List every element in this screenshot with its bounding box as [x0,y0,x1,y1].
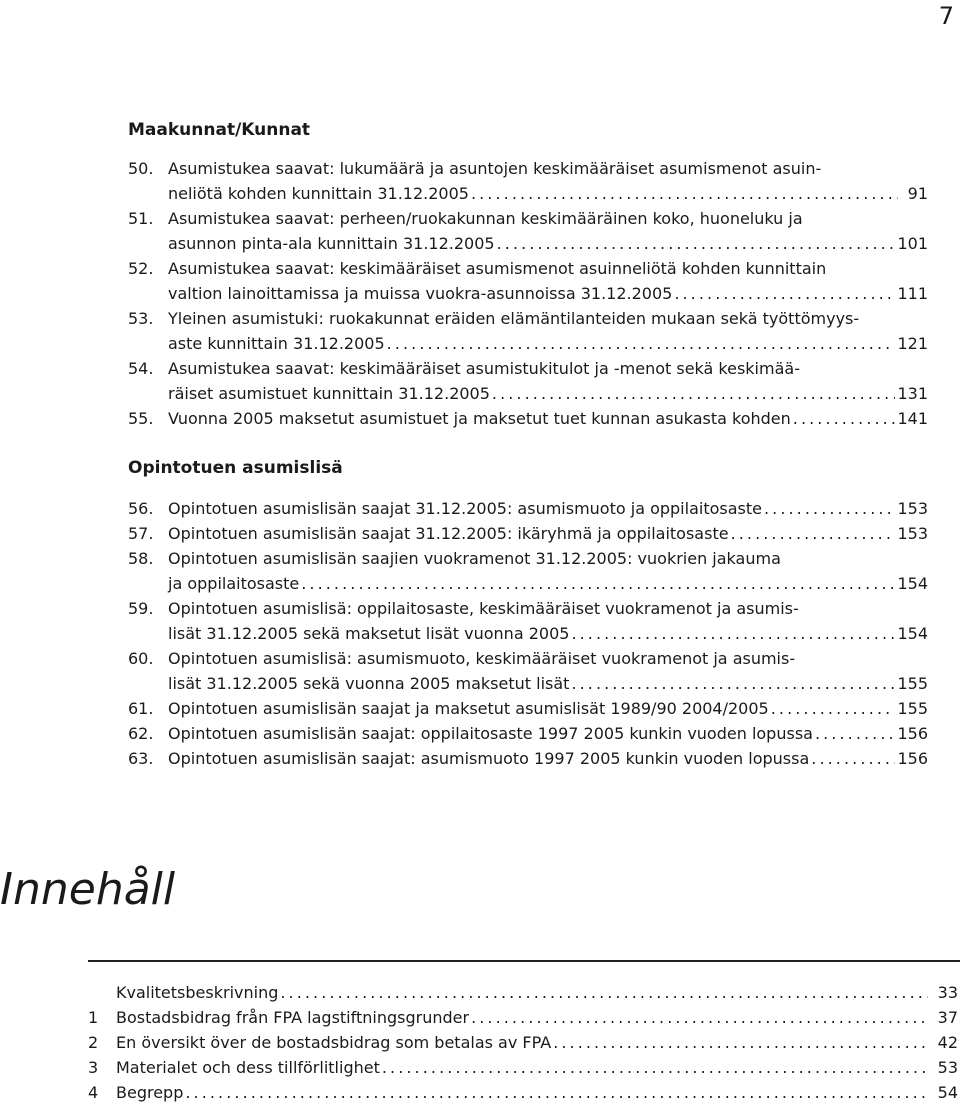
toc-entry-page: 121 [897,334,928,353]
section-heading-opintotuen: Opintotuen asumislisä [128,458,343,478]
toc-entry [128,306,928,356]
toc-entry [88,1055,958,1080]
toc-entry-number: 63. [128,749,154,768]
toc-entry-text: Opintotuen asumislisä: asumismuoto, keskimääräiset vuokramenot ja asumis- [168,649,796,668]
dot-leader [731,521,896,546]
title-rule [88,960,960,962]
toc-entry-line [88,1080,958,1105]
toc-entry-line [128,671,928,696]
toc-entry-line [128,381,928,406]
toc-entry-text: räiset asumistuet kunnittain 31.12.2005 [168,384,490,403]
toc-entry-line [88,1005,958,1030]
page-title-innehall: Innehåll [0,864,176,915]
toc-entry-line [128,281,928,306]
toc-entry-page: 111 [897,284,928,303]
page-number: 7 [938,2,954,30]
toc-entry-page: 155 [897,674,928,693]
toc-entry-text: Bostadsbidrag från FPA lagstiftningsgrunder [116,1008,470,1027]
toc-entry-line [128,721,928,746]
toc-entry-text: Asumistukea saavat: perheen/ruokakunnan keskimääräinen koko, huoneluku ja [168,209,803,228]
toc-entry-number: 53. [128,309,154,328]
toc-entry-text: lisät 31.12.2005 sekä maksetut lisät vuonna 2005 [168,624,570,643]
toc-entry-number: 58. [128,549,154,568]
dot-leader [811,746,895,771]
toc-entry-text: Opintotuen asumislisän saajien vuokramenot 31.12.2005: vuokrien jakauma [168,549,781,568]
toc-entry-text: Materialet och dess tillförlitlighet [116,1058,380,1077]
toc-entry-page: 154 [897,624,928,643]
toc-entry [128,406,928,431]
toc-entry [128,206,928,256]
toc-entry-line [128,696,928,721]
toc-entry-page: 33 [937,983,958,1002]
toc-section-opintotuen [128,496,928,771]
toc-entry [128,156,928,206]
toc-entry-text: Opintotuen asumislisän saajat 31.12.2005: asumismuoto ja oppilaitosaste [168,499,762,518]
toc-entry-page: 54 [937,1083,958,1102]
toc-entry-page: 154 [897,574,928,593]
toc-entry-page: 42 [937,1033,958,1052]
toc-entry [128,356,928,406]
dot-leader [492,381,896,406]
toc-entry-line [128,206,928,231]
toc-entry-text: Asumistukea saavat: lukumäärä ja asuntojen keskimääräiset asumismenot asuin- [168,159,822,178]
toc-entry [128,646,928,696]
toc-entry-page: 156 [897,749,928,768]
toc-entry [128,696,928,721]
dot-leader [382,1055,928,1080]
toc-entry [88,1030,958,1055]
toc-entry [128,256,928,306]
toc-entry-number: 3 [88,1058,99,1077]
dot-leader [280,980,928,1005]
dot-leader [387,331,896,356]
dot-leader [301,571,895,596]
toc-entry-text: aste kunnittain 31.12.2005 [168,334,385,353]
toc-entry-line [88,1030,958,1055]
toc-entry-line [128,746,928,771]
toc-entry [88,1080,958,1105]
dot-leader [674,281,895,306]
toc-entry [128,521,928,546]
toc-entry-page: 101 [897,234,928,253]
toc-entry-line [128,496,928,521]
dot-leader [471,1005,928,1030]
toc-entry [128,546,928,596]
toc-entry-number: 52. [128,259,154,278]
toc-entry [128,746,928,771]
toc-entry-number: 4 [88,1083,99,1102]
toc-entry-page: 153 [897,524,928,543]
toc-entry-text: Vuonna 2005 maksetut asumistuet ja maksetut tuet kunnan asukasta kohden [168,409,791,428]
toc-entry-page: 156 [897,724,928,743]
toc-entry-line [128,596,928,621]
toc-entry-text: neliötä kohden kunnittain 31.12.2005 [168,184,469,203]
toc-entry-line [128,181,928,206]
toc-entry-number: 59. [128,599,154,618]
toc-entry-page: 53 [937,1058,958,1077]
toc-entry-text: Opintotuen asumislisän saajat: oppilaitosaste 1997 2005 kunkin vuoden lopussa [168,724,813,743]
toc-entry-page: 141 [897,409,928,428]
toc-entry-page: 37 [937,1008,958,1027]
toc-entry-line [128,156,928,181]
toc-entry-line [128,356,928,381]
toc-entry-number: 54. [128,359,154,378]
dot-leader [471,181,898,206]
toc-entry-line [128,521,928,546]
toc-entry-text: Kvalitetsbeskrivning [116,983,279,1002]
dot-leader [815,721,896,746]
toc-entry-text: lisät 31.12.2005 sekä vuonna 2005 maksetut lisät [168,674,570,693]
toc-entry-page: 131 [897,384,928,403]
toc-entry-number: 62. [128,724,154,743]
dot-leader [185,1080,928,1105]
toc-entry-line [128,646,928,671]
toc-entry-text: asunnon pinta-ala kunnittain 31.12.2005 [168,234,495,253]
toc-entry [88,1005,958,1030]
dot-leader [553,1030,928,1055]
toc-entry-text: Asumistukea saavat: keskimääräiset asumistukitulot ja -menot sekä keskimää- [168,359,800,378]
toc-entry-text: Opintotuen asumislisän saajat 31.12.2005: ikäryhmä ja oppilaitosaste [168,524,729,543]
toc-entry-text: valtion lainoittamissa ja muissa vuokra-asunnoissa 31.12.2005 [168,284,673,303]
toc-entry-text: Asumistukea saavat: keskimääräiset asumismenot asuinneliötä kohden kunnittain [168,259,827,278]
toc-entry-page: 91 [907,184,928,203]
toc-entry [128,721,928,746]
toc-entry-text: Opintotuen asumislisän saajat: asumismuoto 1997 2005 kunkin vuoden lopussa [168,749,810,768]
toc-entry-line [128,256,928,281]
section-heading-maakunnat: Maakunnat/Kunnat [128,120,311,140]
toc-entry [128,596,928,646]
toc-entry-number: 51. [128,209,154,228]
toc-entry-line [128,621,928,646]
dot-leader [571,621,895,646]
toc-entry-line [128,306,928,331]
toc-entry-text: En översikt över de bostadsbidrag som betalas av FPA [116,1033,552,1052]
toc-entry-number: 50. [128,159,154,178]
toc-section-maakunnat [128,156,928,431]
toc-entry-number: 61. [128,699,154,718]
toc-entry-number: 2 [88,1033,99,1052]
toc-entry-text: Opintotuen asumislisä: oppilaitosaste, keskimääräiset vuokramenot ja asumis- [168,599,799,618]
toc-entry-number: 1 [88,1008,99,1027]
toc-entry-page: 153 [897,499,928,518]
toc-entry-line [88,980,958,1005]
toc-entry-line [128,571,928,596]
toc-entry-number: 60. [128,649,154,668]
toc-entry-line [88,1055,958,1080]
toc-entry-number: 57. [128,524,154,543]
dot-leader [771,696,896,721]
dot-leader [764,496,895,521]
toc-entry-line [128,231,928,256]
toc-entry-line [128,331,928,356]
dot-leader [497,231,896,256]
toc-entry-text: Yleinen asumistuki: ruokakunnat eräiden elämäntilanteiden mukaan sekä työttömyys- [168,309,860,328]
toc-entry-number: 56. [128,499,154,518]
toc-entry-text: Opintotuen asumislisän saajat ja maksetut asumislisät 1989/90 2004/2005 [168,699,769,718]
toc-entry-line [128,406,928,431]
dot-leader [571,671,895,696]
toc-entry-text: ja oppilaitosaste [168,574,300,593]
toc-entry-number: 55. [128,409,154,428]
toc-entry-line [128,546,928,571]
dot-leader [793,406,896,431]
toc-entry-text: Begrepp [116,1083,184,1102]
toc-section-innehall [88,980,958,1105]
toc-entry [88,980,958,1005]
toc-entry [128,496,928,521]
toc-entry-page: 155 [897,699,928,718]
